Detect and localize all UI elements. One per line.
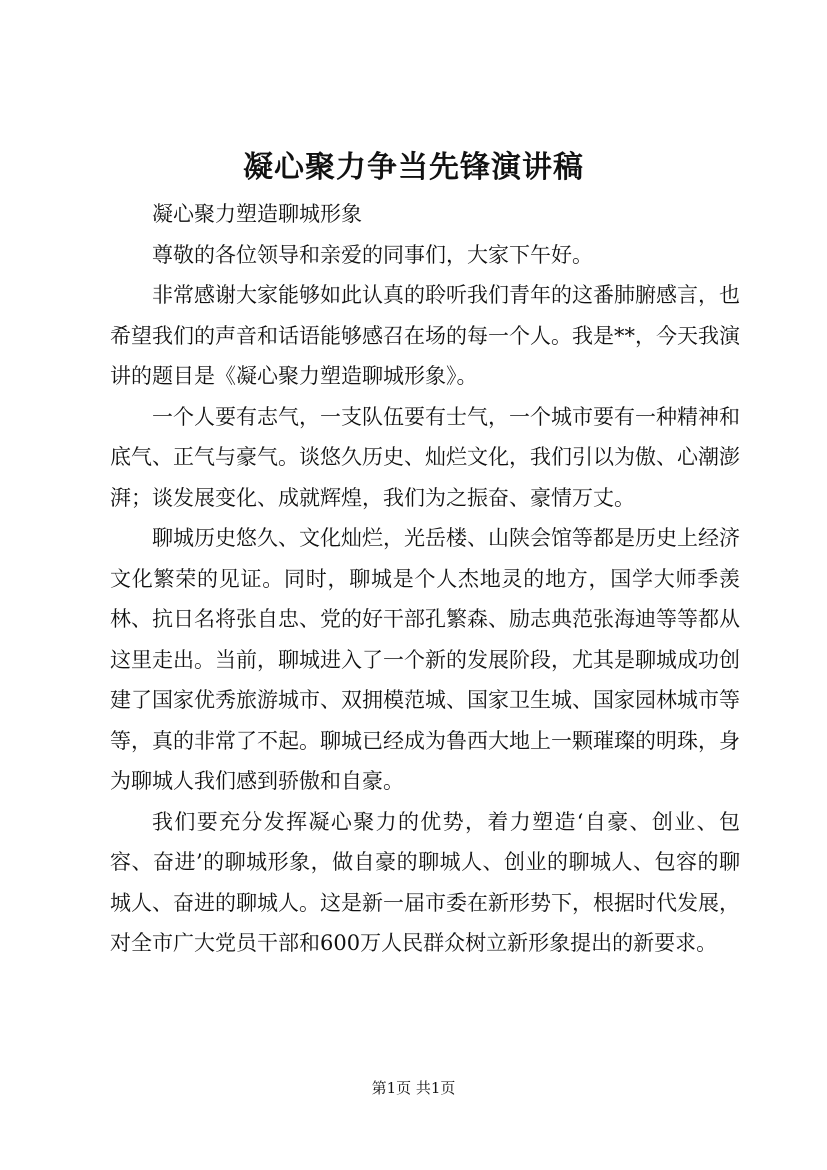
- greeting-paragraph: 尊敬的各位领导和亲爱的同事们，大家下午好。: [152, 242, 593, 267]
- body-paragraph: 聊城历史悠久、文化灿烂，光岳楼、山陕会馆等都是历史上经济文化繁荣的见证。同时，聊城是个人杰地灵的地方，国学大师季羡林、抗日名将张自忠、党的好干部孔繁森、励志典范张海迪等等都从这里走出。当前，聊城进入了一个新的发展阶段，尤其是聊城成功创建了国家优秀旅游城市、双拥模范城、国家卫生城、国家园林城市等等，真的非常了不起。聊城已经成为鲁西大地上一颗璀璨的明珠，身为聊城人我们感到骄傲和自豪。: [110, 526, 740, 793]
- document-title: 凝心聚力争当先锋演讲稿: [243, 150, 584, 185]
- document-body: [110, 194, 740, 964]
- body-paragraph: 我们要充分发挥凝心聚力的优势，着力塑造‘自豪、创业、包容、奋进’的聊城形象，做自豪的聊城人、创业的聊城人、包容的聊城人、奋进的聊城人。这是新一届市委在新形势下，根据时代发展，对全市广大党员干部和600万人民群众树立新形象提出的新要求。: [110, 809, 740, 955]
- page-footer: 第1页 共1页: [371, 1079, 456, 1097]
- subtitle-paragraph: 凝心聚力塑造聊城形象: [152, 202, 362, 226]
- body-paragraph: 非常感谢大家能够如此认真的聆听我们青年的这番肺腑感言，也希望我们的声音和话语能够感召在场的每一个人。我是**，今天我演讲的题目是《凝心聚力塑造聊城形象》。: [110, 283, 740, 388]
- body-paragraph: 一个人要有志气，一支队伍要有士气，一个城市要有一种精神和底气、正气与豪气。谈悠久历史、灿烂文化，我们引以为傲、心潮澎湃；谈发展变化、成就辉煌，我们为之振奋、豪情万丈。: [110, 404, 740, 510]
